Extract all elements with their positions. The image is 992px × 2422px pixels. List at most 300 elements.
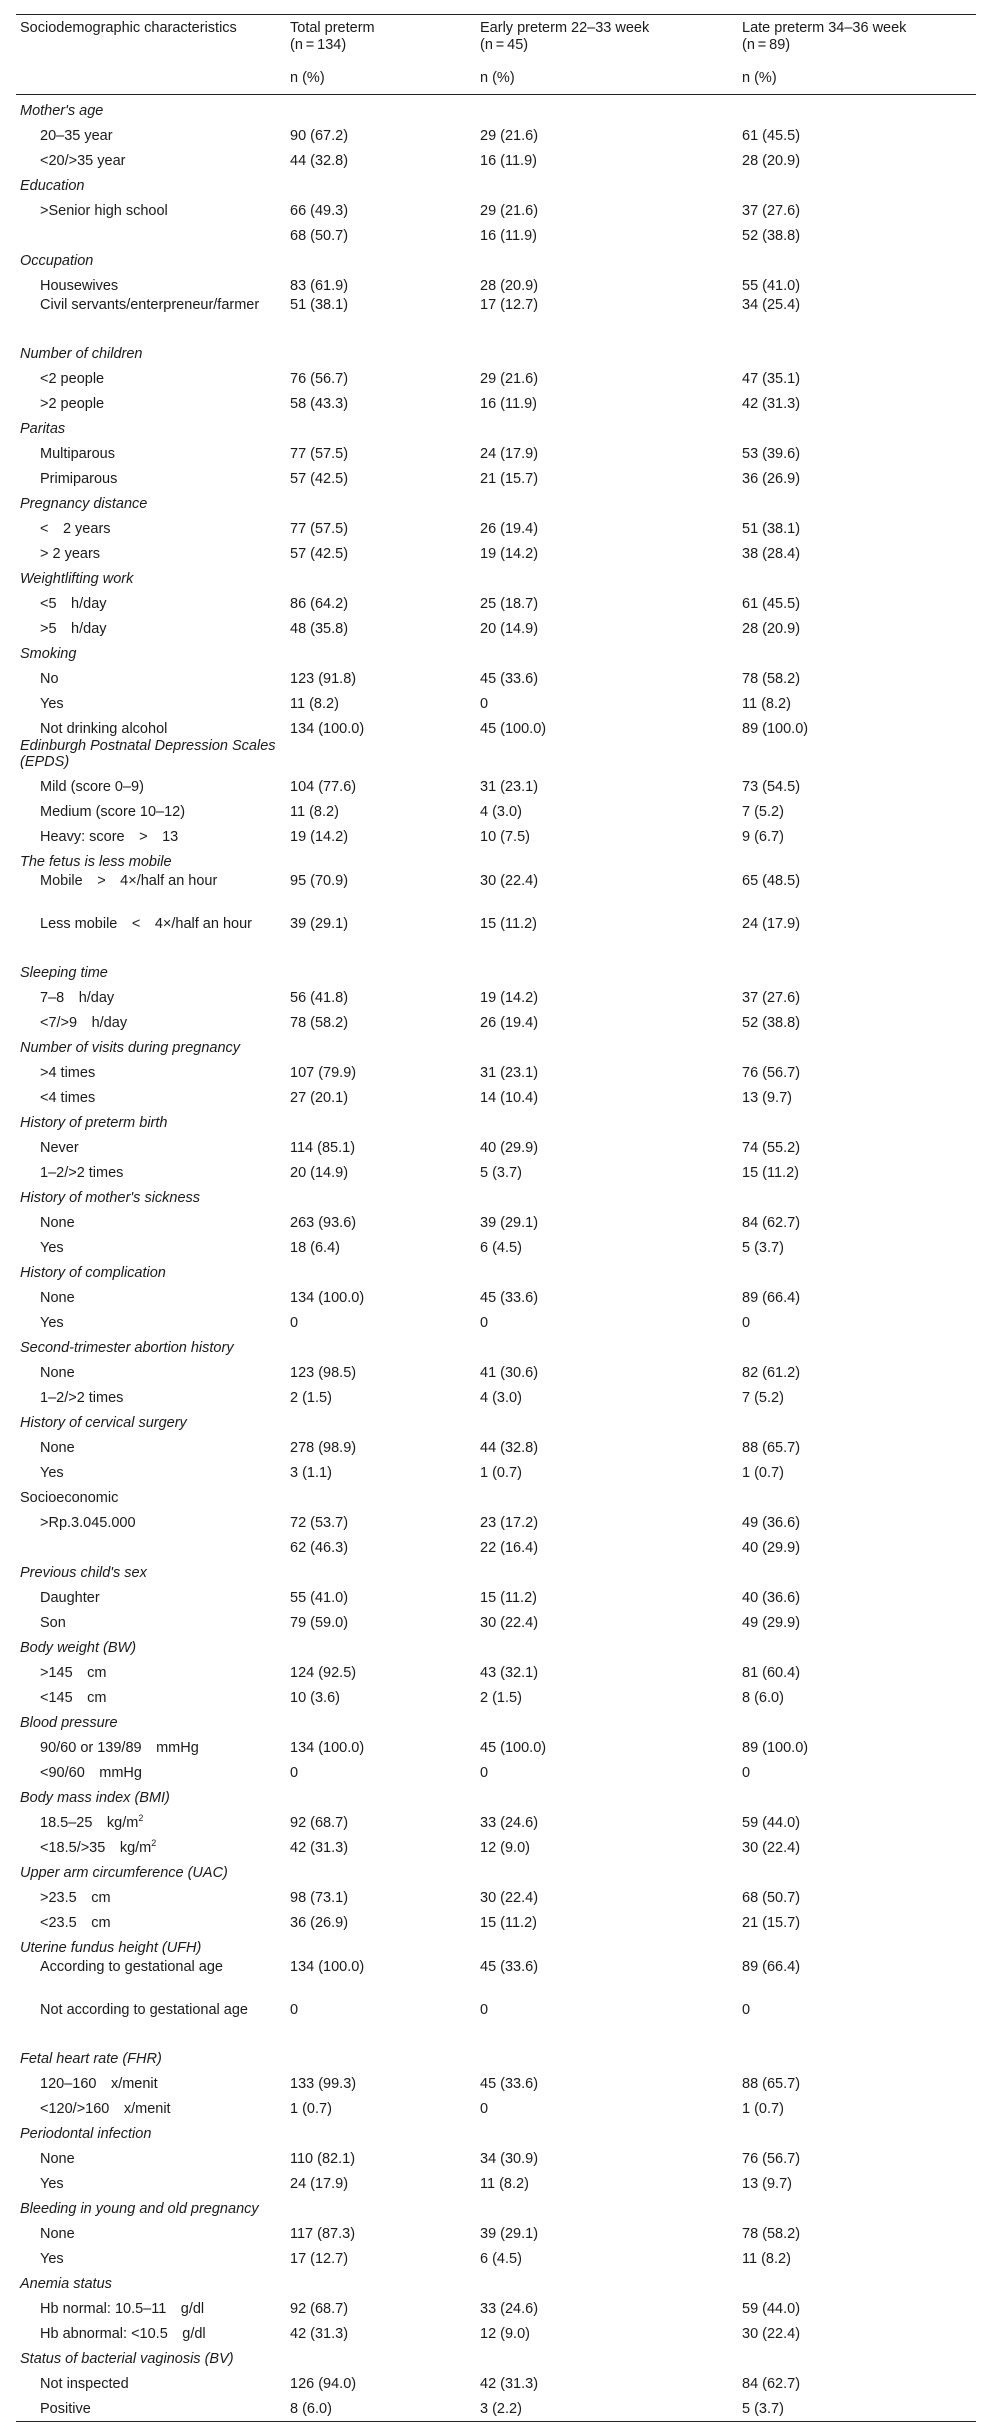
table-row bbox=[16, 2000, 976, 2043]
late-cell: 61 (45.5) bbox=[742, 596, 801, 612]
section-row bbox=[16, 738, 976, 771]
table-row bbox=[16, 1907, 976, 1932]
row-label-text: 1–2/>2 times bbox=[40, 1165, 124, 1181]
table-row bbox=[16, 1882, 976, 1907]
total-cell: 123 (91.8) bbox=[290, 671, 357, 687]
table-row bbox=[16, 295, 976, 338]
row-label-text: > 2 years bbox=[40, 546, 101, 562]
late-cell: 11 (8.2) bbox=[742, 696, 791, 712]
early-cell: 21 (15.7) bbox=[480, 471, 539, 487]
section-row bbox=[16, 1257, 976, 1282]
row-label-text: None bbox=[40, 1440, 75, 1456]
section-label: Education bbox=[20, 178, 85, 194]
row-label-text: <120/>160 x/menit bbox=[40, 2101, 171, 2117]
row-label bbox=[16, 2293, 286, 2318]
total-cell: 134 (100.0) bbox=[290, 1740, 365, 1756]
row-label-text: Less mobile < 4×/half an hour bbox=[40, 916, 252, 932]
section-row bbox=[16, 488, 976, 513]
section-empty-cell bbox=[738, 2118, 976, 2143]
late-cell: 59 (44.0) bbox=[742, 1815, 801, 1831]
row-label-text: >Rp.3.045.000 bbox=[40, 1515, 136, 1531]
section-empty-cell bbox=[476, 846, 738, 871]
early-cell: 3 (2.2) bbox=[476, 2393, 738, 2422]
total-cell: 57 (42.5) bbox=[290, 546, 349, 562]
section-empty-cell bbox=[286, 1107, 476, 1132]
row-label bbox=[16, 145, 286, 170]
unit-empty bbox=[16, 70, 286, 95]
total-cell: 90 (67.2) bbox=[290, 128, 349, 144]
section-label: Uterine fundus height (UFH) bbox=[20, 1940, 202, 1956]
row-label bbox=[16, 663, 286, 688]
total-cell: 42 (31.3) bbox=[290, 2326, 349, 2342]
late-cell: 0 bbox=[742, 1315, 751, 1331]
total-cell: 24 (17.9) bbox=[290, 2176, 349, 2192]
section-label: The fetus is less mobile bbox=[20, 854, 172, 870]
table-row bbox=[16, 1232, 976, 1257]
section-empty-cell bbox=[476, 2118, 738, 2143]
header-total bbox=[286, 15, 476, 71]
table-row bbox=[16, 120, 976, 145]
section-empty-cell bbox=[476, 170, 738, 195]
section-empty-cell bbox=[476, 245, 738, 270]
table-row bbox=[16, 796, 976, 821]
early-cell: 17 (12.7) bbox=[480, 297, 539, 313]
early-cell: 29 (21.6) bbox=[480, 203, 539, 219]
late-cell: 84 (62.7) bbox=[742, 2376, 801, 2392]
section-row bbox=[16, 1857, 976, 1882]
row-label-text: Yes bbox=[40, 696, 64, 712]
section-empty-cell bbox=[738, 1857, 976, 1882]
table-body bbox=[16, 95, 976, 2422]
row-label-text: <2 people bbox=[40, 371, 105, 387]
section-empty-cell bbox=[738, 1707, 976, 1732]
row-label bbox=[16, 713, 286, 738]
row-label-superscript: 2 bbox=[151, 1838, 157, 1849]
early-cell: 12 (9.0) bbox=[480, 2326, 530, 2342]
unit-total: n (%) bbox=[290, 70, 325, 86]
total-cell: 72 (53.7) bbox=[290, 1515, 349, 1531]
section-empty-cell bbox=[738, 1632, 976, 1657]
row-label-text: Not drinking alcohol bbox=[40, 721, 168, 737]
table-row bbox=[16, 2143, 976, 2168]
section-empty-cell bbox=[738, 738, 976, 771]
section-label: History of mother's sickness bbox=[20, 1190, 201, 1206]
section-empty-cell bbox=[286, 245, 476, 270]
section-empty-cell bbox=[286, 738, 476, 771]
section-empty-cell bbox=[286, 846, 476, 871]
row-label bbox=[16, 2368, 286, 2393]
total-cell: 20 (14.9) bbox=[290, 1165, 349, 1181]
row-label-text: >145 cm bbox=[40, 1665, 107, 1681]
section-empty-cell bbox=[738, 1257, 976, 1282]
section-empty-cell bbox=[286, 338, 476, 363]
row-label-text: Heavy: score > 13 bbox=[40, 829, 179, 845]
row-label bbox=[16, 1457, 286, 1482]
total-cell: 0 bbox=[290, 1315, 299, 1331]
section-empty-cell bbox=[738, 957, 976, 982]
section-empty-cell bbox=[286, 2343, 476, 2368]
late-cell: 0 bbox=[742, 1765, 751, 1781]
early-cell: 22 (16.4) bbox=[480, 1540, 539, 1556]
late-cell: 74 (55.2) bbox=[742, 1140, 801, 1156]
row-label-text: Medium (score 10–12) bbox=[40, 804, 186, 820]
section-row bbox=[16, 1632, 976, 1657]
table-row bbox=[16, 1732, 976, 1757]
row-label bbox=[16, 588, 286, 613]
early-cell: 26 (19.4) bbox=[480, 521, 539, 537]
table-row bbox=[16, 2393, 976, 2422]
table-row bbox=[16, 270, 976, 295]
early-cell: 41 (30.6) bbox=[480, 1365, 539, 1381]
row-label bbox=[16, 1682, 286, 1707]
table-row bbox=[16, 613, 976, 638]
row-label bbox=[16, 195, 286, 220]
early-cell: 39 (29.1) bbox=[480, 1215, 539, 1231]
total-cell: 107 (79.9) bbox=[290, 1065, 357, 1081]
section-empty-cell bbox=[286, 2118, 476, 2143]
section-empty-cell bbox=[286, 957, 476, 982]
total-cell: 134 (100.0) bbox=[290, 1959, 365, 1975]
section-empty-cell bbox=[476, 488, 738, 513]
late-cell: 5 (3.7) bbox=[738, 2393, 976, 2422]
early-cell: 30 (22.4) bbox=[480, 1615, 539, 1631]
early-cell: 34 (30.9) bbox=[480, 2151, 539, 2167]
early-cell: 29 (21.6) bbox=[480, 371, 539, 387]
row-label-text: >23.5 cm bbox=[40, 1890, 111, 1906]
total-cell: 78 (58.2) bbox=[290, 1015, 349, 1031]
section-row bbox=[16, 2268, 976, 2293]
section-label: Paritas bbox=[20, 421, 66, 437]
total-cell: 3 (1.1) bbox=[290, 1465, 332, 1481]
total-cell: 278 (98.9) bbox=[290, 1440, 357, 1456]
table-row bbox=[16, 713, 976, 738]
section-empty-cell bbox=[476, 738, 738, 771]
early-cell: 33 (24.6) bbox=[480, 1815, 539, 1831]
section-row bbox=[16, 1707, 976, 1732]
section-row bbox=[16, 1407, 976, 1432]
late-cell: 21 (15.7) bbox=[742, 1915, 801, 1931]
late-cell: 84 (62.7) bbox=[742, 1215, 801, 1231]
table-row bbox=[16, 145, 976, 170]
table-row bbox=[16, 2218, 976, 2243]
early-cell: 28 (20.9) bbox=[480, 278, 539, 294]
early-cell: 24 (17.9) bbox=[480, 446, 539, 462]
section-empty-cell bbox=[286, 1857, 476, 1882]
section-empty-cell bbox=[286, 413, 476, 438]
header-late bbox=[738, 15, 976, 71]
section-empty-cell bbox=[476, 413, 738, 438]
section-empty-cell bbox=[286, 488, 476, 513]
total-cell: 83 (61.9) bbox=[290, 278, 349, 294]
late-cell: 78 (58.2) bbox=[742, 671, 801, 687]
row-label-text: 18.5–25 kg/m bbox=[40, 1815, 139, 1831]
row-label-text: Daughter bbox=[40, 1590, 100, 1606]
row-label-text: 120–160 x/menit bbox=[40, 2076, 158, 2092]
row-label bbox=[16, 220, 286, 245]
late-cell: 40 (29.9) bbox=[742, 1540, 801, 1556]
late-cell: 88 (65.7) bbox=[742, 2076, 801, 2092]
table-row bbox=[16, 1607, 976, 1632]
table-row bbox=[16, 1007, 976, 1032]
row-label-text: 20–35 year bbox=[40, 128, 113, 144]
row-label bbox=[16, 1907, 286, 1932]
total-cell: 56 (41.8) bbox=[290, 990, 349, 1006]
late-cell: 59 (44.0) bbox=[742, 2301, 801, 2317]
late-cell: 13 (9.7) bbox=[742, 1090, 792, 1106]
total-cell: 18 (6.4) bbox=[290, 1240, 340, 1256]
row-label bbox=[16, 1357, 286, 1382]
row-label bbox=[16, 1507, 286, 1532]
section-empty-cell bbox=[476, 1407, 738, 1432]
late-cell: 28 (20.9) bbox=[742, 621, 801, 637]
table-row bbox=[16, 2293, 976, 2318]
section-empty-cell bbox=[738, 2268, 976, 2293]
section-empty-cell bbox=[738, 1182, 976, 1207]
total-cell: 8 (6.0) bbox=[286, 2393, 476, 2422]
section-label: Edinburgh Postnatal Depression Scales (EPDS) bbox=[20, 738, 276, 770]
row-label-text: Positive bbox=[40, 2401, 91, 2417]
late-cell: 36 (26.9) bbox=[742, 471, 801, 487]
total-cell: 77 (57.5) bbox=[290, 446, 349, 462]
row-label bbox=[16, 1082, 286, 1107]
row-label bbox=[16, 1432, 286, 1457]
table-row bbox=[16, 1157, 976, 1182]
row-label-text: Mild (score 0–9) bbox=[40, 779, 144, 795]
row-label bbox=[16, 120, 286, 145]
table-row bbox=[16, 588, 976, 613]
row-label bbox=[16, 1657, 286, 1682]
table-row bbox=[16, 2093, 976, 2118]
table-row bbox=[16, 771, 976, 796]
row-label-text: None bbox=[40, 2226, 75, 2242]
late-cell: 42 (31.3) bbox=[742, 396, 801, 412]
row-label-text: <20/>35 year bbox=[40, 153, 126, 169]
row-label-superscript: 2 bbox=[138, 1813, 144, 1824]
row-label-text: Not according to gestational age bbox=[40, 2002, 248, 2018]
total-cell: 134 (100.0) bbox=[290, 1290, 365, 1306]
section-label: Smoking bbox=[20, 646, 77, 662]
row-label bbox=[16, 438, 286, 463]
late-cell: 24 (17.9) bbox=[742, 916, 801, 932]
section-empty-cell bbox=[738, 2343, 976, 2368]
section-label: Socioeconomic bbox=[20, 1490, 119, 1506]
header-early-title: Early preterm 22–33 week bbox=[480, 20, 650, 36]
late-cell: 73 (54.5) bbox=[742, 779, 801, 795]
header-late-title: Late preterm 34–36 week bbox=[742, 20, 907, 36]
total-cell: 110 (82.1) bbox=[290, 2151, 356, 2167]
total-cell: 263 (93.6) bbox=[290, 1215, 357, 1231]
table-row bbox=[16, 1207, 976, 1232]
section-row bbox=[16, 1032, 976, 1057]
section-empty-cell bbox=[476, 1032, 738, 1057]
row-label bbox=[16, 463, 286, 488]
row-label bbox=[16, 2068, 286, 2093]
early-cell: 23 (17.2) bbox=[480, 1515, 539, 1531]
table-row bbox=[16, 363, 976, 388]
total-cell: 55 (41.0) bbox=[290, 1590, 349, 1606]
row-label bbox=[16, 1057, 286, 1082]
total-cell: 0 bbox=[290, 1765, 299, 1781]
row-label bbox=[16, 2393, 286, 2422]
early-cell: 15 (11.2) bbox=[480, 916, 537, 932]
early-cell: 31 (23.1) bbox=[480, 1065, 539, 1081]
early-cell: 11 (8.2) bbox=[480, 2176, 529, 2192]
row-label-text: Housewives bbox=[40, 278, 119, 294]
table-row bbox=[16, 463, 976, 488]
total-cell: 62 (46.3) bbox=[290, 1540, 349, 1556]
section-empty-cell bbox=[476, 1932, 738, 1957]
late-cell: 52 (38.8) bbox=[742, 1015, 801, 1031]
section-empty-cell bbox=[286, 1782, 476, 1807]
total-cell: 57 (42.5) bbox=[290, 471, 349, 487]
row-label-text: 90/60 or 139/89 mmHg bbox=[40, 1740, 199, 1756]
row-label-text: Hb normal: 10.5–11 g/dl bbox=[40, 2301, 205, 2317]
section-row bbox=[16, 638, 976, 663]
section-empty-cell bbox=[286, 1257, 476, 1282]
total-cell: 42 (31.3) bbox=[290, 1840, 349, 1856]
row-label bbox=[16, 871, 286, 914]
late-cell: 76 (56.7) bbox=[742, 1065, 801, 1081]
row-label-text: None bbox=[40, 2151, 75, 2167]
section-label: Weightlifting work bbox=[20, 571, 134, 587]
total-cell: 51 (38.1) bbox=[290, 297, 349, 313]
total-cell: 133 (99.3) bbox=[290, 2076, 357, 2092]
row-label-text: Civil servants/enterpreneur/farmer bbox=[40, 297, 260, 313]
unit-early: n (%) bbox=[480, 70, 515, 86]
row-label-text: None bbox=[40, 1290, 75, 1306]
total-cell: 27 (20.1) bbox=[290, 1090, 349, 1106]
total-cell: 2 (1.5) bbox=[290, 1390, 332, 1406]
section-empty-cell bbox=[476, 638, 738, 663]
early-cell: 31 (23.1) bbox=[480, 779, 539, 795]
late-cell: 76 (56.7) bbox=[742, 2151, 801, 2167]
section-empty-cell bbox=[476, 2043, 738, 2068]
section-empty-cell bbox=[738, 1557, 976, 1582]
row-label bbox=[16, 821, 286, 846]
row-label bbox=[16, 270, 286, 295]
header-total-n: (n = 134) bbox=[290, 37, 347, 53]
table-row bbox=[16, 195, 976, 220]
late-cell: 37 (27.6) bbox=[742, 990, 801, 1006]
section-label: Body weight (BW) bbox=[20, 1640, 137, 1656]
section-empty-cell bbox=[738, 1482, 976, 1507]
unit-late: n (%) bbox=[742, 70, 777, 86]
header-characteristics: Sociodemographic characteristics bbox=[20, 20, 237, 36]
early-cell: 20 (14.9) bbox=[480, 621, 539, 637]
section-empty-cell bbox=[738, 1332, 976, 1357]
table-row bbox=[16, 1807, 976, 1832]
table-row bbox=[16, 2168, 976, 2193]
section-row bbox=[16, 338, 976, 363]
table-row bbox=[16, 871, 976, 914]
total-cell: 123 (98.5) bbox=[290, 1365, 357, 1381]
total-cell: 86 (64.2) bbox=[290, 596, 349, 612]
early-cell: 45 (33.6) bbox=[480, 1290, 539, 1306]
section-label: Sleeping time bbox=[20, 965, 108, 981]
total-cell: 68 (50.7) bbox=[290, 228, 349, 244]
section-empty-cell bbox=[286, 1182, 476, 1207]
section-empty-cell bbox=[476, 563, 738, 588]
late-cell: 7 (5.2) bbox=[742, 1390, 784, 1406]
table-row bbox=[16, 438, 976, 463]
late-cell: 82 (61.2) bbox=[742, 1365, 801, 1381]
section-label: Number of children bbox=[20, 346, 143, 362]
row-label-text: Multiparous bbox=[40, 446, 115, 462]
early-cell: 15 (11.2) bbox=[480, 1915, 537, 1931]
early-cell: 16 (11.9) bbox=[480, 153, 537, 169]
table-row bbox=[16, 220, 976, 245]
section-row bbox=[16, 2193, 976, 2218]
early-cell: 19 (14.2) bbox=[480, 546, 539, 562]
early-cell: 45 (100.0) bbox=[480, 1740, 547, 1756]
row-label-text: >5 h/day bbox=[40, 621, 107, 637]
early-cell: 0 bbox=[480, 2002, 489, 2018]
section-row bbox=[16, 1557, 976, 1582]
row-label-text: <5 h/day bbox=[40, 596, 107, 612]
section-empty-cell bbox=[476, 957, 738, 982]
late-cell: 0 bbox=[742, 2002, 751, 2018]
late-cell: 68 (50.7) bbox=[742, 1890, 801, 1906]
total-cell: 95 (70.9) bbox=[290, 873, 349, 889]
table-row bbox=[16, 1657, 976, 1682]
section-label: Second-trimester abortion history bbox=[20, 1340, 234, 1356]
section-empty-cell bbox=[286, 1332, 476, 1357]
early-cell: 45 (100.0) bbox=[480, 721, 547, 737]
total-cell: 92 (68.7) bbox=[290, 2301, 349, 2317]
late-cell: 61 (45.5) bbox=[742, 128, 801, 144]
section-label: Number of visits during pregnancy bbox=[20, 1040, 241, 1056]
table-row bbox=[16, 1082, 976, 1107]
section-row bbox=[16, 1332, 976, 1357]
row-label bbox=[16, 1882, 286, 1907]
row-label-text: <145 cm bbox=[40, 1690, 107, 1706]
table-row bbox=[16, 2243, 976, 2268]
row-label-text: Yes bbox=[40, 2251, 64, 2267]
section-label: Bleeding in young and old pregnancy bbox=[20, 2201, 259, 2217]
row-label bbox=[16, 1007, 286, 1032]
row-label bbox=[16, 2168, 286, 2193]
section-label: Previous child's sex bbox=[20, 1565, 147, 1581]
table-row bbox=[16, 821, 976, 846]
late-cell: 28 (20.9) bbox=[742, 153, 801, 169]
total-cell: 104 (77.6) bbox=[290, 779, 357, 795]
row-label-text: <90/60 mmHg bbox=[40, 1765, 142, 1781]
header-early-n: (n = 45) bbox=[480, 37, 529, 53]
row-label bbox=[16, 2243, 286, 2268]
total-cell: 114 (85.1) bbox=[290, 1140, 356, 1156]
table-row bbox=[16, 1132, 976, 1157]
early-cell: 45 (33.6) bbox=[480, 1959, 539, 1975]
row-label bbox=[16, 771, 286, 796]
section-empty-cell bbox=[476, 1632, 738, 1657]
late-cell: 15 (11.2) bbox=[742, 1165, 799, 1181]
table-row bbox=[16, 1357, 976, 1382]
late-cell: 89 (66.4) bbox=[742, 1959, 801, 1975]
late-cell: 52 (38.8) bbox=[742, 228, 801, 244]
table-row bbox=[16, 1757, 976, 1782]
row-label bbox=[16, 982, 286, 1007]
section-empty-cell bbox=[738, 1932, 976, 1957]
section-empty-cell bbox=[738, 488, 976, 513]
section-empty-cell bbox=[738, 245, 976, 270]
late-cell: 30 (22.4) bbox=[742, 1840, 801, 1856]
section-label: History of cervical surgery bbox=[20, 1415, 187, 1431]
early-cell: 40 (29.9) bbox=[480, 1140, 539, 1156]
section-label: Body mass index (BMI) bbox=[20, 1790, 170, 1806]
header-row bbox=[16, 15, 976, 71]
late-cell: 89 (100.0) bbox=[742, 721, 809, 737]
total-cell: 36 (26.9) bbox=[290, 1915, 349, 1931]
